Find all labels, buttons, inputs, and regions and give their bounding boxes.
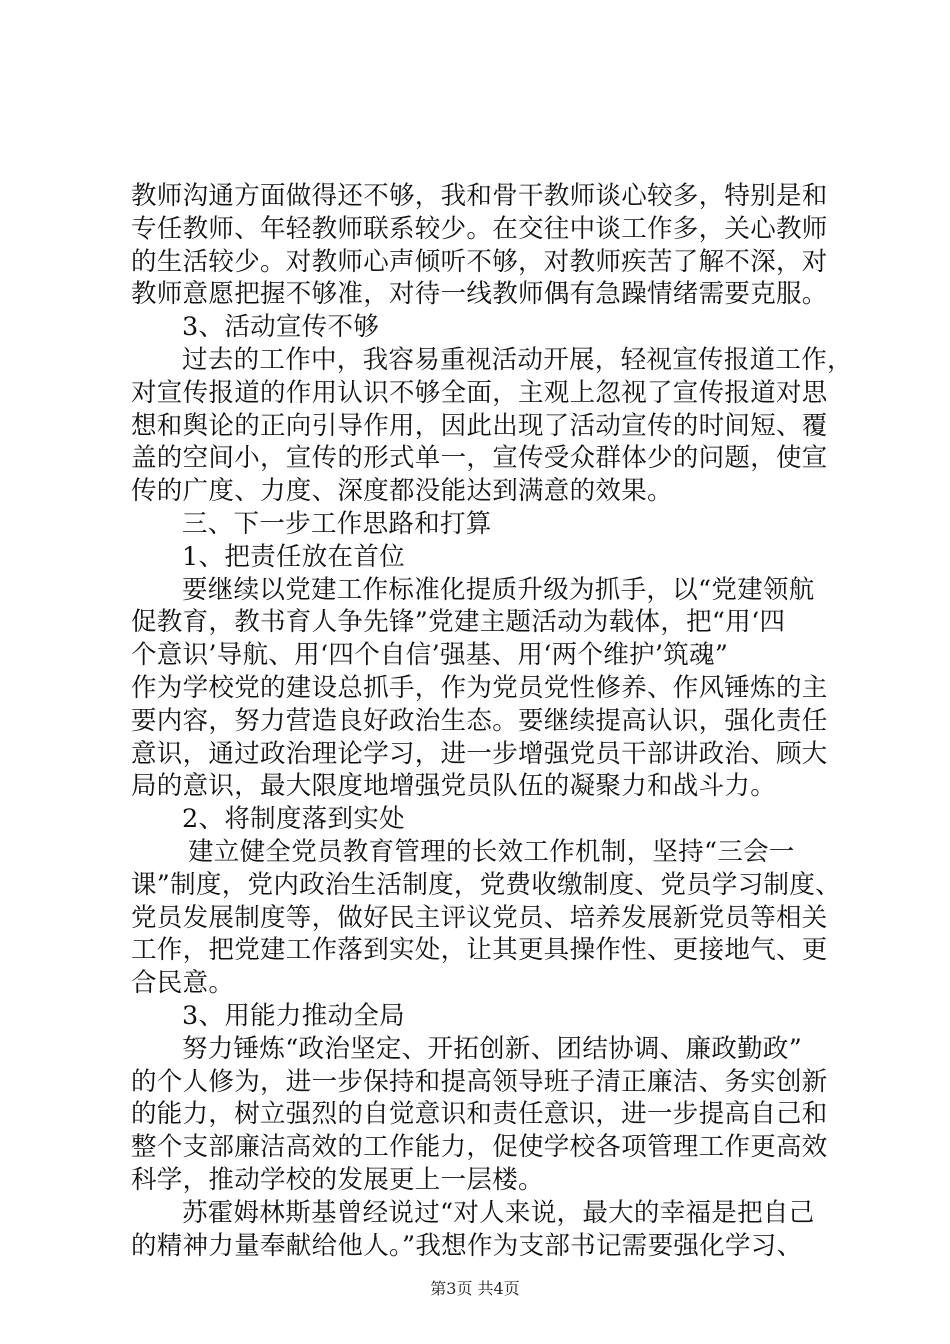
text-line: 的精神力量奉献给他人。”我想作为支部书记需要强化学习、 xyxy=(131,1230,803,1261)
text-line: 要继续以党建工作标准化提质升级为抓手，以“党建领航 xyxy=(182,574,815,605)
text-line: 教师沟通方面做得还不够，我和骨干教师谈心较多，特别是和 xyxy=(131,181,828,211)
text-line: 意识，通过政治理论学习，进一步增强党员干部讲政治、顾大 xyxy=(131,738,828,769)
text-line: 的生活较少。对教师心声倾听不够，对教师疾苦了解不深，对 xyxy=(131,246,828,277)
text-line: 对宣传报道的作用认识不够全面，主观上忽视了宣传报道对思 xyxy=(131,377,828,408)
text-line: 整个支部廉洁高效的工作能力，促使学校各项管理工作更高效 xyxy=(131,1132,828,1163)
text-line: 个意识’导航、用‘四个自信’强基、用‘两个维护’筑魂” xyxy=(131,640,729,671)
text-line: 局的意识，最大限度地增强党员队伍的凝聚力和战斗力。 xyxy=(131,771,777,802)
text-line: 传的广度、力度、深度都没能达到满意的效果。 xyxy=(131,476,673,507)
text-line: 党员发展制度等，做好民主评议党员、培养发展新党员等相关 xyxy=(131,902,828,933)
section-heading: 3、活动宣传不够 xyxy=(182,312,380,343)
text-line: 促教育，教书育人争先锋”党建主题活动为载体，把“用‘四 xyxy=(131,607,786,638)
text-line: 要内容，努力营造良好政治生态。要继续提高认识，强化责任 xyxy=(131,705,828,736)
section-heading: 2、将制度落到实处 xyxy=(182,804,405,835)
text-line: 教师意愿把握不够准，对待一线教师偶有急躁情绪需要克服。 xyxy=(131,279,828,310)
text-line: 课”制度，党内政治生活制度，党费收缴制度、党员学习制度、 xyxy=(131,869,841,900)
text-line: 的个人修为，进一步保持和提高领导班子清正廉洁、务实创新 xyxy=(131,1066,828,1097)
text-line: 科学，推动学校的发展更上一层楼。 xyxy=(131,1164,544,1195)
section-heading: 1、把责任放在首位 xyxy=(182,541,405,572)
document-body xyxy=(131,180,851,1262)
text-line: 过去的工作中，我容易重视活动开展，轻视宣传报道工作， xyxy=(182,344,853,375)
text-line: 作为学校党的建设总抓手，作为党员党性修养、作风锤炼的主 xyxy=(131,672,828,703)
text-line: 的能力，树立强烈的自觉意识和责任意识，进一步提高自己和 xyxy=(131,1099,828,1130)
text-line: 努力锤炼“政治坚定、开拓创新、团结协调、廉政勤政” xyxy=(182,1033,803,1064)
text-line: 合民意。 xyxy=(131,968,235,999)
section-heading: 三、下一步工作思路和打算 xyxy=(182,508,492,539)
page-footer: 第3页 共4页 xyxy=(430,1279,520,1298)
text-line: 盖的空间小，宣传的形式单一，宣传受众群体少的问题，使宣 xyxy=(131,443,828,474)
text-line: 专任教师、年轻教师联系较少。在交往中谈工作多，关心教师 xyxy=(131,213,828,244)
section-heading: 3、用能力推动全局 xyxy=(182,1000,405,1031)
text-line: 工作，把党建工作落到实处，让其更具操作性、更接地气、更 xyxy=(131,935,828,966)
text-line: 想和舆论的正向引导作用，因此出现了活动宣传的时间短、覆 xyxy=(131,410,828,441)
text-line: 建立健全党员教育管理的长效工作机制，坚持“三会一 xyxy=(188,836,795,867)
text-line: 苏霍姆林斯基曾经说过“对人来说，最大的幸福是把自己 xyxy=(182,1197,815,1228)
